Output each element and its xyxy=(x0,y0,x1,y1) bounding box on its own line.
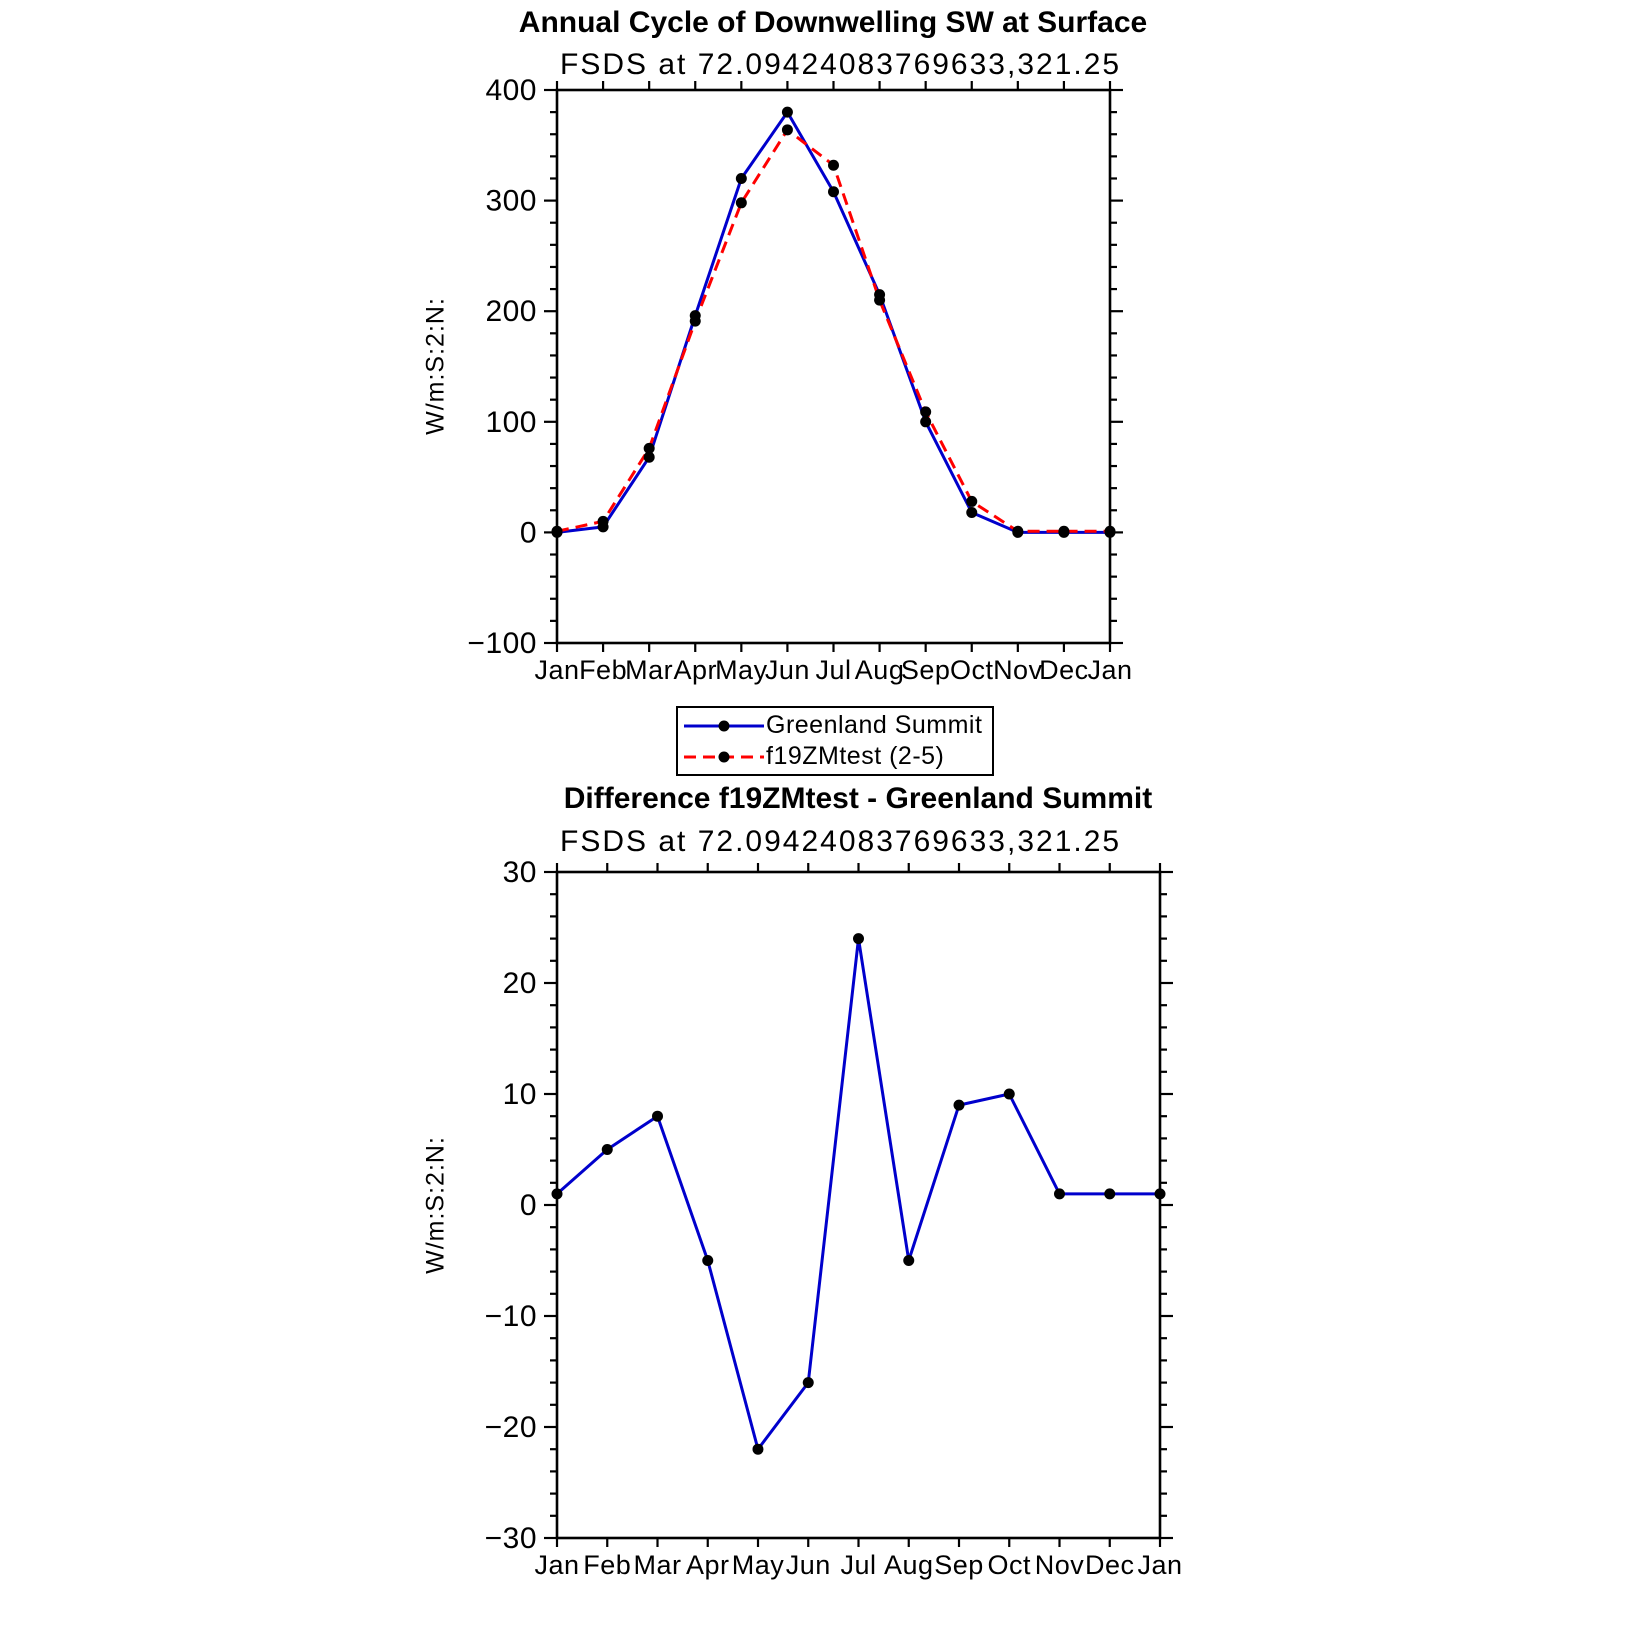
data-point-marker xyxy=(853,933,864,944)
data-point-marker xyxy=(652,1111,663,1122)
series-line xyxy=(557,112,1110,532)
data-point-marker xyxy=(782,107,793,118)
x-tick-label: Aug xyxy=(883,1550,934,1580)
x-tick-label: Jan xyxy=(1137,1550,1183,1580)
x-tick-label: Dec xyxy=(1039,655,1089,685)
data-point-marker xyxy=(828,160,839,171)
x-tick-label: Aug xyxy=(854,655,905,685)
x-tick-label: Nov xyxy=(993,655,1043,685)
y-tick-label: 20 xyxy=(502,967,537,1000)
chart2-subtitle: FSDS at 72.09424083769633,321.25 xyxy=(560,825,1122,858)
y-tick-label: 0 xyxy=(519,516,537,550)
data-point-marker xyxy=(903,1255,914,1266)
data-point-marker xyxy=(782,124,793,135)
y-tick-label: 200 xyxy=(485,295,537,329)
x-tick-label: May xyxy=(715,655,768,685)
data-point-marker xyxy=(1012,526,1023,537)
data-point-marker xyxy=(966,507,977,518)
y-tick-label: −100 xyxy=(467,627,537,660)
y-tick-label: −20 xyxy=(484,1411,537,1444)
data-point-marker xyxy=(690,316,701,327)
data-point-marker xyxy=(644,443,655,454)
x-tick-label: Oct xyxy=(987,1550,1032,1580)
data-point-marker xyxy=(736,173,747,184)
data-point-marker xyxy=(1054,1188,1065,1199)
data-point-marker xyxy=(1155,1188,1166,1199)
data-point-marker xyxy=(598,516,609,527)
x-tick-label: Sep xyxy=(900,655,951,685)
x-tick-label: Jan xyxy=(1087,655,1133,685)
x-tick-label: Sep xyxy=(934,1550,984,1580)
x-tick-label: Jul xyxy=(840,1550,877,1580)
data-point-marker xyxy=(552,526,563,537)
x-tick-label: Mar xyxy=(633,1550,682,1580)
data-point-marker xyxy=(1105,526,1116,537)
y-tick-label: −10 xyxy=(484,1300,537,1333)
x-tick-label: Feb xyxy=(583,1550,632,1580)
series-line xyxy=(557,939,1160,1450)
data-point-marker xyxy=(828,186,839,197)
plot-frame xyxy=(557,90,1110,643)
y-tick-label: −30 xyxy=(484,1522,537,1555)
data-point-marker xyxy=(702,1255,713,1266)
data-point-marker xyxy=(753,1444,764,1455)
data-point-marker xyxy=(920,416,931,427)
x-tick-label: Jan xyxy=(534,1550,580,1580)
data-point-marker xyxy=(552,1188,563,1199)
chart1-y-axis-label: W/m:S:2:N: xyxy=(421,297,450,435)
x-tick-label: Dec xyxy=(1084,1550,1135,1580)
chart1-subtitle: FSDS at 72.09424083769633,321.25 xyxy=(560,48,1122,81)
x-tick-label: May xyxy=(731,1550,785,1580)
chart2-title: Difference f19ZMtest - Greenland Summit xyxy=(563,782,1153,815)
x-tick-label: Jun xyxy=(764,655,810,685)
y-tick-label: 100 xyxy=(485,405,537,439)
data-point-marker xyxy=(1104,1188,1115,1199)
x-tick-label: Oct xyxy=(949,655,994,685)
data-point-marker xyxy=(1004,1089,1015,1100)
x-tick-label: Mar xyxy=(625,655,674,685)
legend-label: Greenland Summit xyxy=(766,711,983,739)
data-point-marker xyxy=(954,1100,965,1111)
x-tick-label: Jan xyxy=(534,655,580,685)
x-tick-label: Feb xyxy=(579,655,628,685)
x-tick-label: Apr xyxy=(685,1550,730,1580)
x-tick-label: Jul xyxy=(815,655,852,685)
legend-label: f19ZMtest (2-5) xyxy=(766,742,945,770)
data-point-marker xyxy=(1058,526,1069,537)
y-tick-label: 10 xyxy=(502,1078,537,1111)
data-point-marker xyxy=(602,1144,613,1155)
data-point-marker xyxy=(966,496,977,507)
x-tick-label: Nov xyxy=(1034,1550,1085,1580)
x-tick-label: Jun xyxy=(785,1550,831,1580)
y-tick-label: 30 xyxy=(502,856,537,889)
data-point-marker xyxy=(736,197,747,208)
plot-frame xyxy=(557,872,1160,1538)
x-tick-label: Apr xyxy=(673,655,718,685)
chart2-y-axis-label: W/m:S:2:N: xyxy=(421,1136,450,1274)
chart1-title: Annual Cycle of Downwelling SW at Surface xyxy=(518,6,1148,39)
y-tick-label: 400 xyxy=(485,74,537,107)
y-tick-label: 300 xyxy=(485,184,537,218)
data-point-marker xyxy=(874,295,885,306)
data-point-marker xyxy=(803,1377,814,1388)
y-tick-label: 0 xyxy=(519,1189,537,1222)
data-point-marker xyxy=(920,406,931,417)
